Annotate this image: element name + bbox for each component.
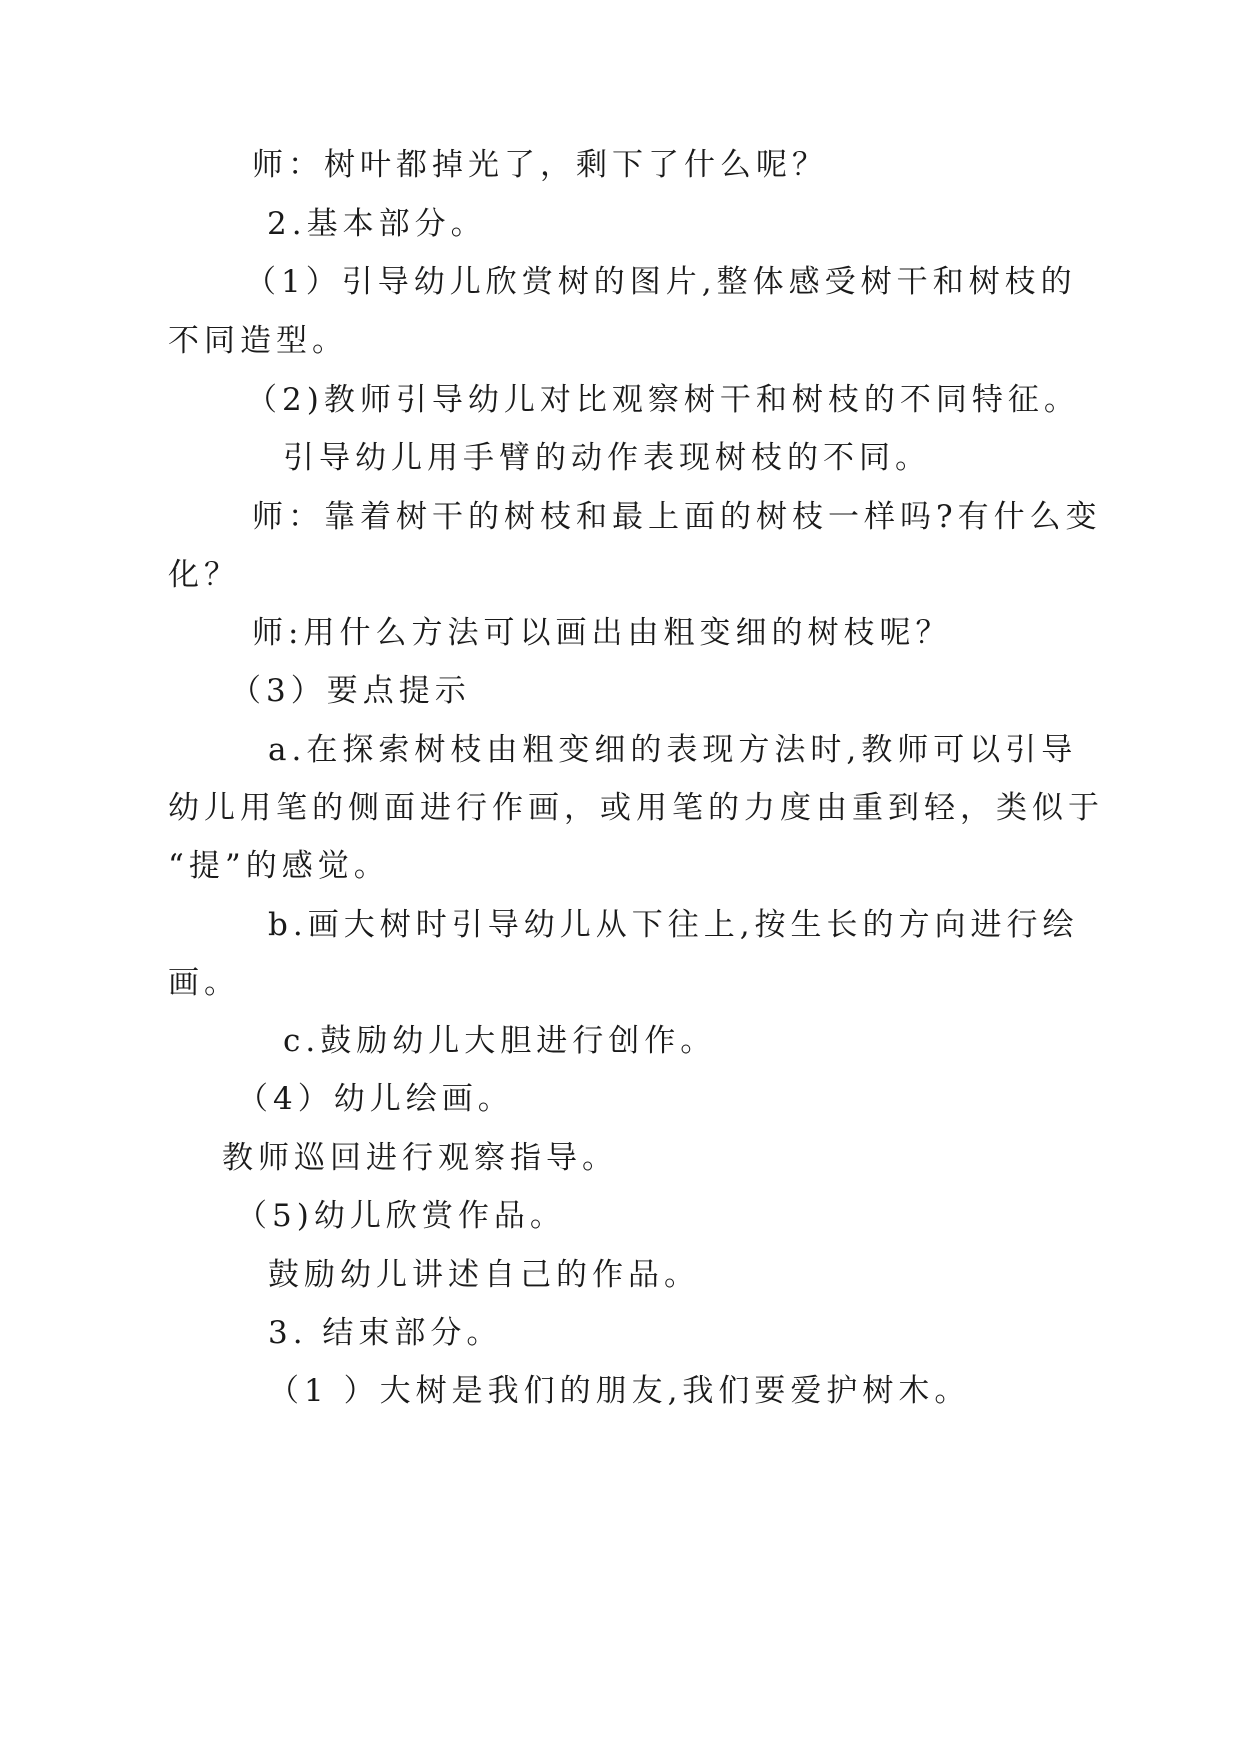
text-line: 引导幼儿用手臂的动作表现树枝的不同。 [283, 440, 931, 476]
text-line: 鼓励幼儿讲述自己的作品。 [268, 1257, 700, 1293]
text-line: （3）要点提示 [230, 673, 471, 709]
section-heading: 3. 结束部分。 [268, 1315, 503, 1351]
text-line: 教师巡回进行观察指导。 [222, 1140, 618, 1176]
text-line: 不同造型。 [168, 323, 348, 359]
text-line: 师：靠着树干的树枝和最上面的树枝一样吗?有什么变 [252, 499, 1102, 535]
text-line: 化？ [168, 557, 240, 593]
text-line: a.在探索树枝由粗变细的表现方法时,教师可以引导 [268, 732, 1078, 768]
text-line: （1 ）大树是我们的朋友,我们要爱护树木。 [268, 1373, 971, 1409]
text-line: 幼儿用笔的侧面进行作画，或用笔的力度由重到轻，类似于 [168, 790, 1104, 826]
text-line: 师:用什么方法可以画出由粗变细的树枝呢？ [252, 615, 952, 651]
section-heading: 2.基本部分。 [267, 206, 487, 242]
text-line: （1）引导幼儿欣赏树的图片,整体感受树干和树枝的 [245, 264, 1077, 300]
text-line: b.画大树时引导幼儿从下往上,按生长的方向进行绘 [268, 907, 1079, 943]
text-line: （5)幼儿欣赏作品。 [236, 1198, 566, 1234]
text-line: （2)教师引导幼儿对比观察树干和树枝的不同特征。 [246, 382, 1080, 418]
text-line: （4）幼儿绘画。 [237, 1081, 514, 1117]
text-line: “提”的感觉。 [168, 848, 390, 884]
text-line: 画。 [168, 965, 240, 1001]
text-line: c.鼓励幼儿大胆进行创作。 [283, 1023, 717, 1059]
text-line: 师：树叶都掉光了，剩下了什么呢？ [252, 147, 828, 183]
